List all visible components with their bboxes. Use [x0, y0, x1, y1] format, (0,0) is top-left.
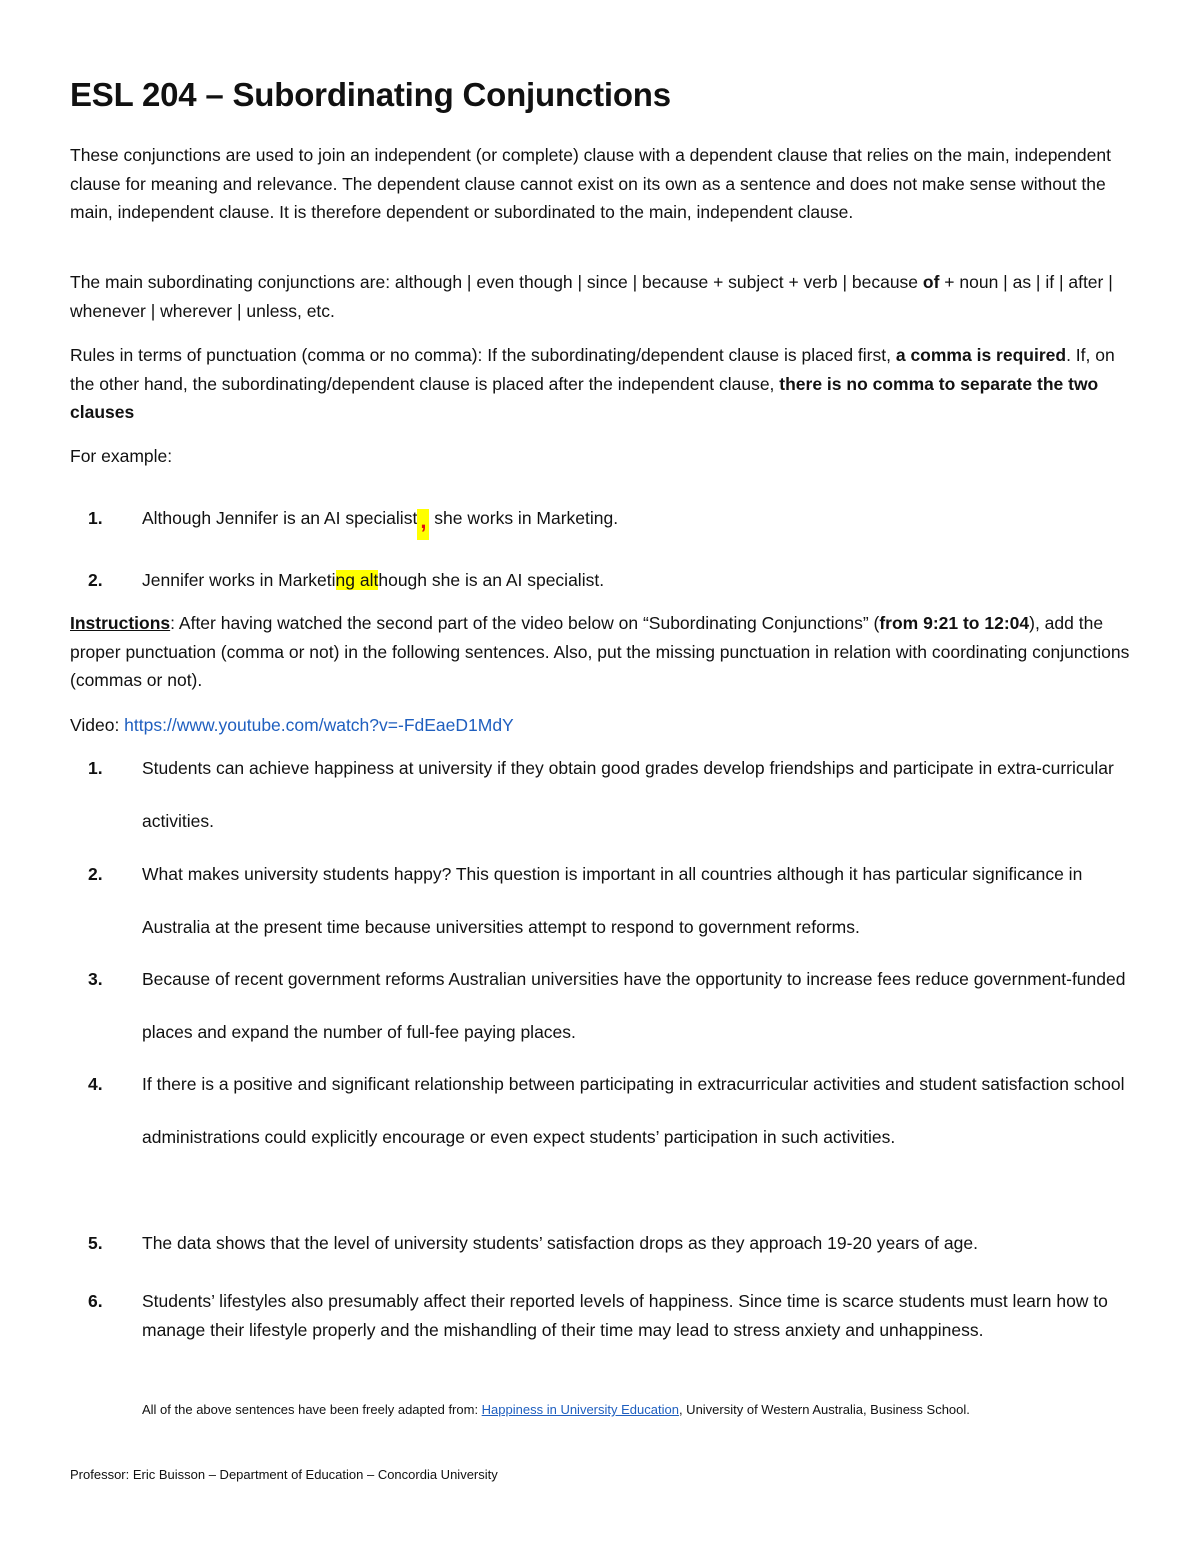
page-footer: Professor: Eric Buisson – Department of Education – Concordia University	[70, 1467, 498, 1482]
source-prefix: All of the above sentences have been freely adapted from:	[142, 1402, 482, 1417]
source-suffix: , University of Western Australia, Business School.	[678, 1402, 970, 1417]
video-label: Video:	[70, 715, 125, 735]
page-title: ESL 204 – Subordinating Conjunctions	[70, 76, 671, 113]
exercise-number: 6.	[88, 1291, 103, 1311]
exercise-text: Students’ lifestyles also presumably affect their reported levels of happiness. Since time is scarce students must learn how to manage their lifestyle properly and the mishandling of their time may lead to stress anxiety and unhappiness.	[142, 1291, 1108, 1340]
source-note	[142, 1402, 970, 1417]
conjunctions-text-a: The main subordinating conjunctions are: although | even though | since | because + subject + verb | because	[70, 272, 923, 292]
example-text-after: hough she is an AI specialist.	[378, 570, 605, 590]
example-text-before: Although Jennifer is an AI specialist	[142, 508, 418, 528]
example-number: 2.	[88, 570, 103, 590]
exercise-number: 2.	[88, 864, 103, 884]
conjunctions-of-bold: of	[922, 272, 940, 292]
video-line	[70, 711, 1140, 740]
exercise-number: 4.	[88, 1074, 103, 1094]
exercise-number: 3.	[88, 969, 103, 989]
exercise-text: The data shows that the level of university students’ satisfaction drops as they approach 19-20 years of age.	[142, 1233, 978, 1253]
rules-text-c: . If, on the other hand, the subordinating/dependent clause is placed after the independent clause,	[70, 345, 1115, 394]
video-link[interactable]: https://www.youtube.com/watch?v=-FdEaeD1MdY	[124, 715, 514, 735]
rules-bold-comma-required: a comma is required	[895, 345, 1067, 365]
instructions-paragraph	[70, 609, 1140, 695]
for-example-label: For example:	[70, 446, 173, 466]
instructions-text-c: ), add the proper punctuation (comma or not) in the following sentences. Also, put the missing punctuation in relation with coordinating conjunctions (commas or not).	[70, 613, 1130, 690]
instructions-text-a: : After having watched the second part of the video below on “Subordinating Conjunctions” (	[170, 613, 880, 633]
exercise-number: 5.	[88, 1233, 103, 1253]
example-number: 1.	[88, 508, 103, 528]
example-text-before: Jennifer works in Marketi	[142, 570, 336, 590]
instructions-label: Instructions	[70, 613, 171, 633]
source-link[interactable]: Happiness in University Education	[481, 1402, 679, 1417]
exercise-text: If there is a positive and significant relationship between participating in extracurricular activities and student satisfaction school administrations could explicitly encourage or even expect students’ participation in such activities.	[142, 1074, 1125, 1147]
intro-paragraph: These conjunctions are used to join an independent (or complete) clause with a dependent clause that relies on the main, independent clause for meaning and relevance. The dependent clause cannot exist on its own as a sentence and does not make sense without the main, independent clause. It is therefore dependent or subordinated to the main, independent clause.	[70, 145, 1111, 222]
conjunctions-text-b: + noun | as | if | after | whenever | wherever | unless, etc.	[70, 272, 1113, 321]
conjunctions-list-paragraph	[70, 268, 1140, 325]
highlighted-span: ng alt	[335, 570, 379, 590]
exercise-number: 1.	[88, 758, 103, 778]
exercise-text: What makes university students happy? This question is important in all countries although it has particular significance in Australia at the present time because universities attempt to respond to government reforms.	[142, 864, 1083, 937]
punctuation-rules-paragraph	[70, 341, 1140, 427]
rules-text-a: Rules in terms of punctuation (comma or no comma): If the subordinating/dependent clause is placed first,	[70, 345, 896, 365]
example-text-after: she works in Marketing.	[429, 508, 619, 528]
instructions-time-range: from 9:21 to 12:04	[879, 613, 1030, 633]
exercise-text: Because of recent government reforms Australian universities have the opportunity to increase fees reduce government-funded places and expand the number of full-fee paying places.	[142, 969, 1126, 1042]
example-text	[142, 504, 1137, 540]
exercise-text: Students can achieve happiness at university if they obtain good grades develop friendships and participate in extra-curricular activities.	[142, 758, 1114, 831]
rules-bold-no-comma: there is no comma to separate the two clauses	[70, 373, 1099, 422]
example-text	[142, 566, 1137, 595]
highlighted-comma: ,	[417, 509, 429, 540]
